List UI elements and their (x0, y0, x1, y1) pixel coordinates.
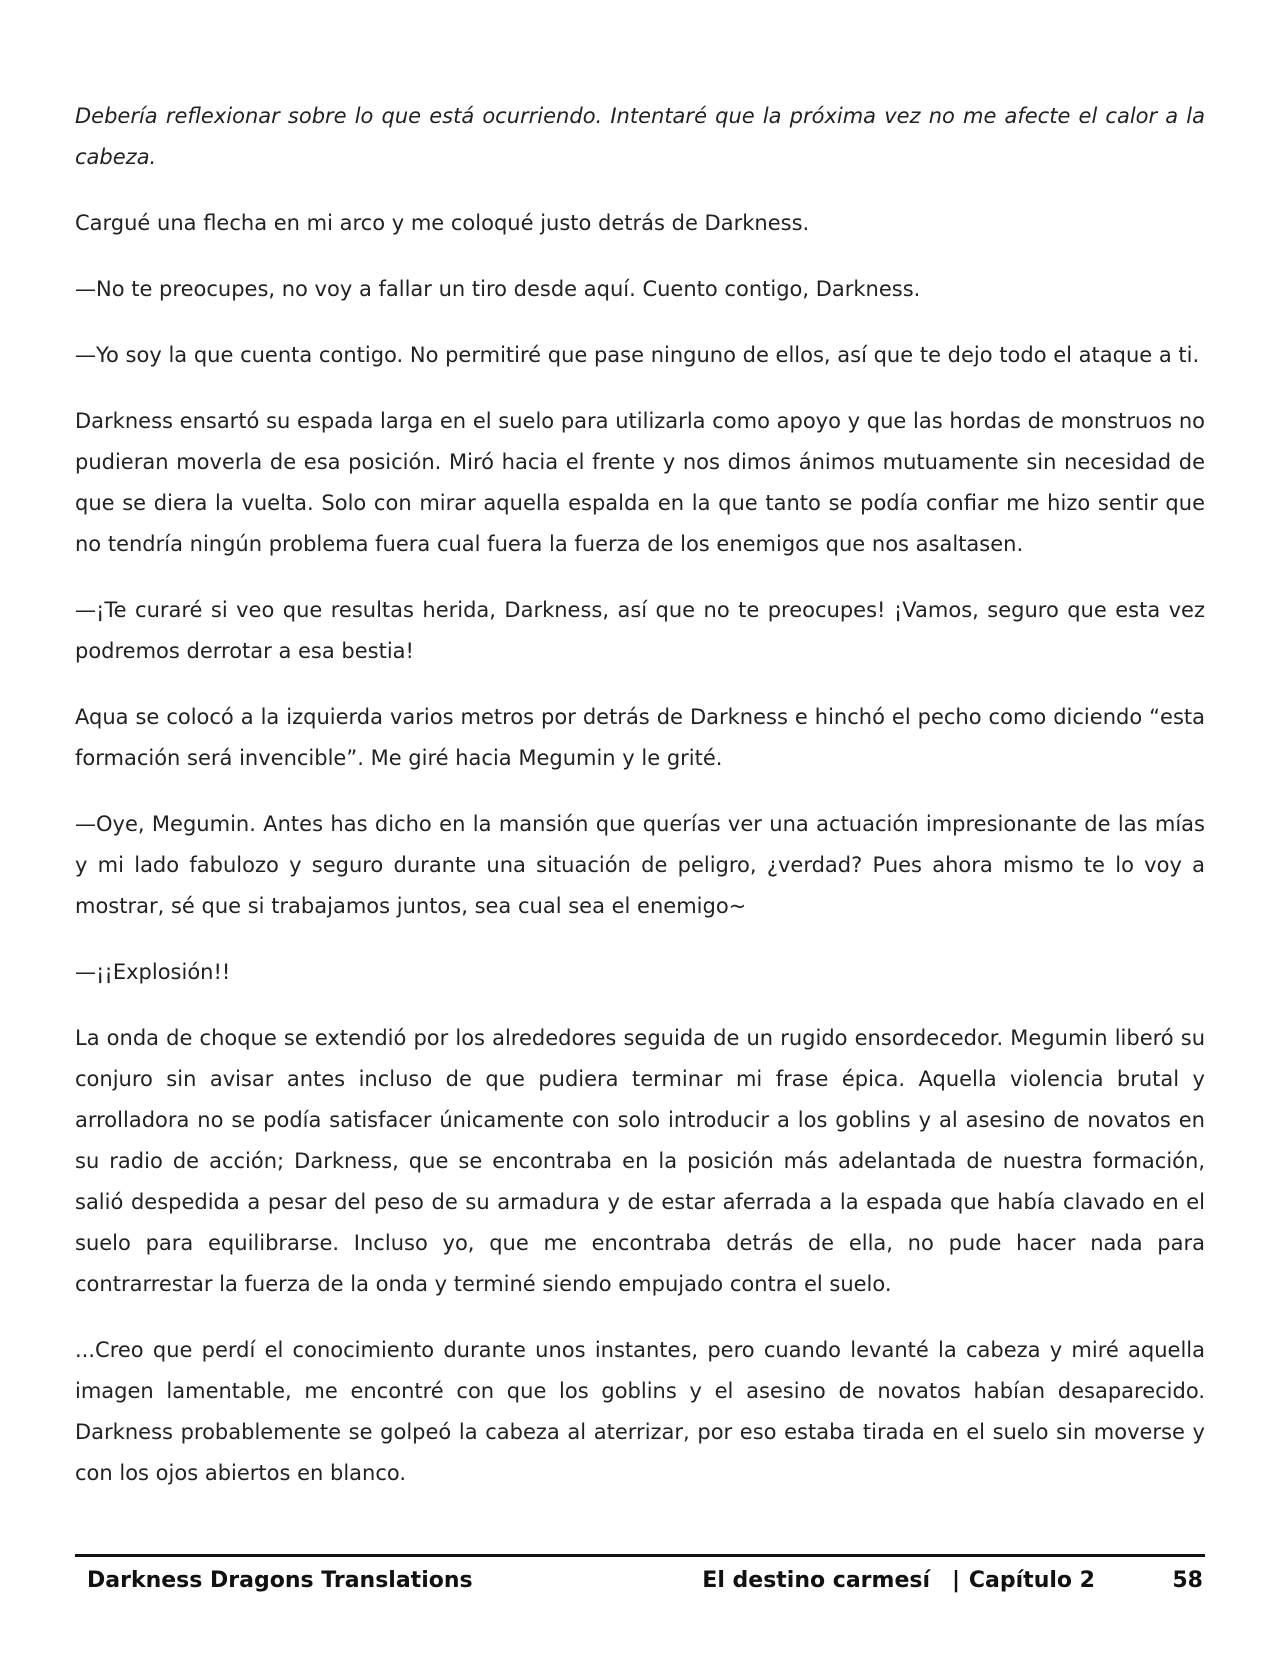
footer-chapter: Capítulo 2 (968, 1568, 1095, 1593)
dialogue-paragraph: —¡Te curaré si veo que resultas herida, Darkness, así que no te preocupes! ¡Vamos, seguro que esta vez podremos derrotar a esa bestia! (75, 598, 1205, 663)
paragraph: Debería reflexionar sobre lo que está ocurriendo. Intentaré que la próxima vez no me afecte el calor a la cabeza. (75, 104, 1205, 169)
paragraph: ...Creo que perdí el conocimiento durante unos instantes, pero cuando levanté la cabeza y miré aquella imagen lamentable, me encontré con que los goblins y el asesino de novatos habían desaparecido. Darkness probablemente se golpeó la cabeza al aterrizar, por eso estaba tirada en el suelo sin moverse y con los ojos abiertos en blanco. (75, 1338, 1205, 1485)
footer-separator: | (951, 1568, 960, 1593)
page-footer (75, 1562, 1205, 1602)
dialogue-paragraph: —Oye, Megumin. Antes has dicho en la mansión que querías ver una actuación impresionante de las mías y mi lado fabulozo y seguro durante una situación de peligro, ¿verdad? Pues ahora mismo te lo voy a mostrar, sé que si trabajamos juntos, sea cual sea el enemigo~ (75, 812, 1205, 918)
page-number: 58 (1172, 1568, 1203, 1593)
footer-divider (75, 1554, 1205, 1557)
footer-book-title: El destino carmesí (702, 1568, 930, 1593)
dialogue-paragraph: —¡¡Explosión!! (75, 960, 231, 984)
dialogue-paragraph: —No te preocupes, no voy a fallar un tiro desde aquí. Cuento contigo, Darkness. (75, 277, 921, 301)
paragraph: Aqua se colocó a la izquierda varios metros por detrás de Darkness e hinchó el pecho como diciendo “esta formación será invencible”. Me giré hacia Megumin y le grité. (75, 705, 1205, 770)
dialogue-paragraph: —Yo soy la que cuenta contigo. No permitiré que pase ninguno de ellos, así que te dejo todo el ataque a ti. (75, 343, 1200, 367)
body-text (75, 96, 1205, 1519)
paragraph: Darkness ensartó su espada larga en el suelo para utilizarla como apoyo y que las hordas de monstruos no pudieran moverla de esa posición. Miró hacia el frente y nos dimos ánimos mutuamente sin necesidad de que se diera la vuelta. Solo con mirar aquella espalda en la que tanto se podía confiar me hizo sentir que no tendría ningún problema fuera cual fuera la fuerza de los enemigos que nos asaltasen. (75, 409, 1205, 556)
footer-translator: Darkness Dragons Translations (87, 1568, 473, 1593)
paragraph: Cargué una flecha en mi arco y me coloqué justo detrás de Darkness. (75, 211, 810, 235)
paragraph: La onda de choque se extendió por los alrededores seguida de un rugido ensordecedor. Megumin liberó su conjuro sin avisar antes incluso de que pudiera terminar mi frase épica. Aquella violencia brutal y arrolladora no se podía satisfacer únicamente con solo introducir a los goblins y al asesino de novatos en su radio de acción; Darkness, que se encontraba en la posición más adelantada de nuestra formación, salió despedida a pesar del peso de su armadura y de estar aferrada a la espada que había clavado en el suelo para equilibrarse. Incluso yo, que me encontraba detrás de ella, no pude hacer nada para contrarrestar la fuerza de la onda y terminé siendo empujado contra el suelo. (75, 1026, 1205, 1296)
